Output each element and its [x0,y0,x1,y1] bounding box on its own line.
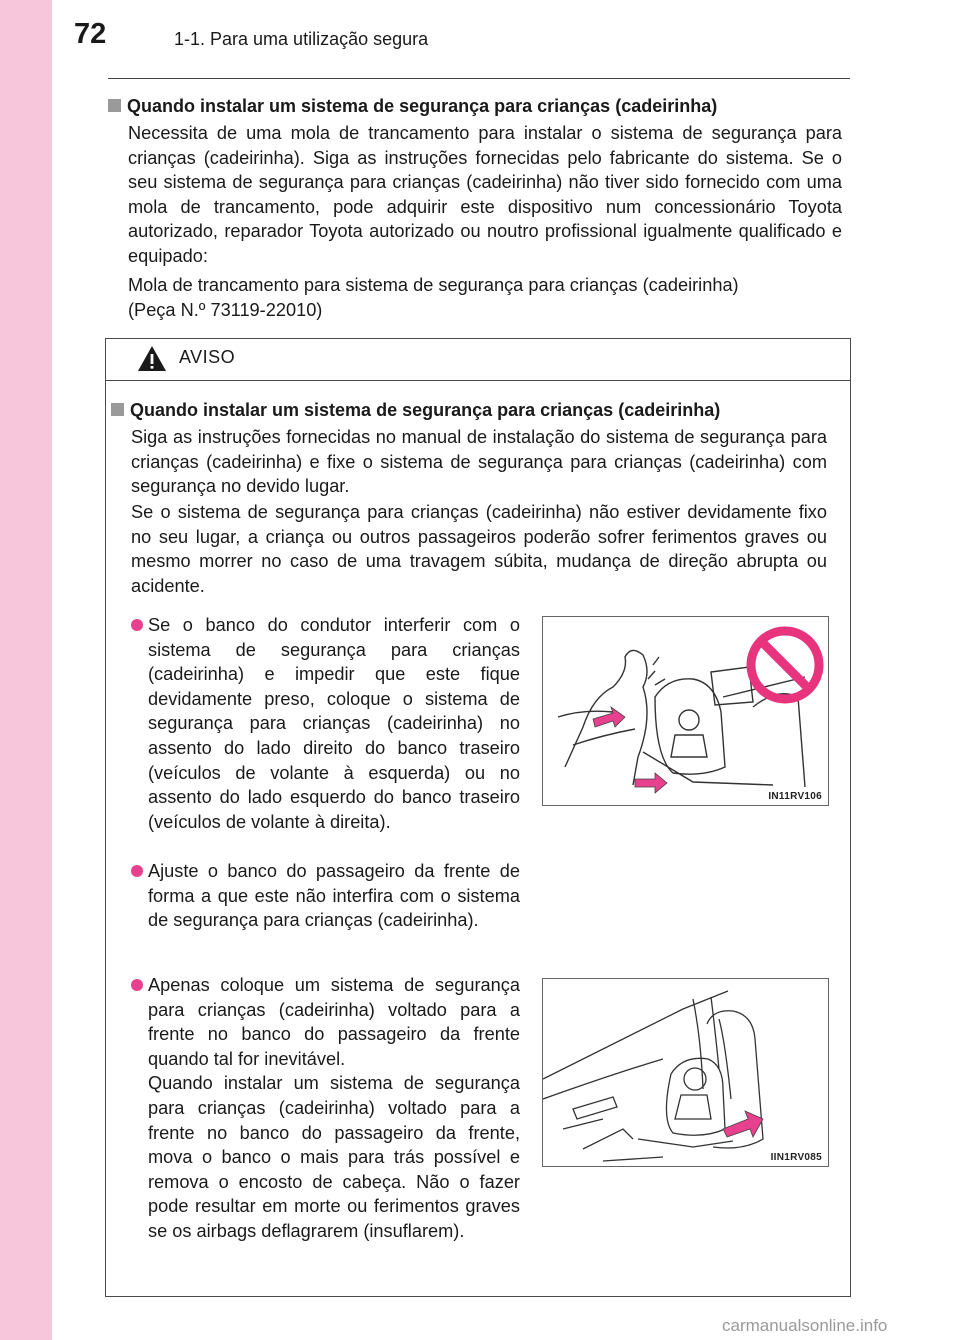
side-color-band [0,0,52,1340]
notice-heading-text: Quando instalar um sistema de segurança para crianças (cadeirinha) [130,400,721,420]
front-passenger-seat-illustration [543,979,828,1166]
notice-paragraph-consequence: Se o sistema de segurança para crianças (cadeirinha) não estiver devidamente fixo no seu lugar, a criança ou outros passageiros poderão sofrer ferimentos graves ou mesmo morrer no caso de uma travagem súbita, mudança de direção abrupta ou acidente. [131,502,827,596]
warning-triangle-icon [137,345,167,372]
driver-seat-illustration [543,617,828,805]
part-number-line: (Peça N.º 73119-22010) [128,299,323,320]
figure-front-passenger-seat [542,978,829,1167]
notice-paragraph: Siga as instruções fornecidas no manual de instalação do sistema de segurança para crianças (cadeirinha) e fixe o sistema de segurança para crianças (cadeirinha) com segurança no devido lugar. [131,427,827,497]
figure-driver-seat-interference [542,616,829,806]
square-bullet-icon [111,403,124,416]
section-title: 1-1. Para uma utilização segura [174,29,429,49]
bullet-text: Apenas coloque um sistema de segurança para crianças (cadeirinha) voltado para a frente no banco do passageiro da frente quando tal for inevitável. [148,975,520,1069]
bullet-text: Se o banco do condutor interferir com o sistema de segurança para crianças (cadeirinha) e impedir que este fique devidamente preso, coloque o sistema de segurança para crianças (cadeirinha) no assento do lado direito do banco traseiro (veículos de volante à esquerda) ou no assento do lado esquerdo do banco traseiro (veículos de volante à direita). [148,615,520,832]
bullet-text: Ajuste o banco do passageiro da frente de forma a que este não interfira com o sistema de segurança para crianças (cadeirinha). [148,861,520,931]
prohibition-icon [751,631,819,699]
warning-notice-box [105,338,851,1297]
notice-label: AVISO [179,347,236,367]
bullet-dot-icon [131,865,143,877]
notice-rule [106,380,850,381]
bullet-text-continued: Quando instalar um sistema de segurança para crianças (cadeirinha) voltado para a frente no banco do passageiro da frente, mova o banco o mais para trás possível e remova o encosto de cabeça. Não o fazer pode resultar em morte ou ferimentos graves se os airbags deflagrarem (insuflarem). [148,1073,520,1241]
intro-heading-text: Quando instalar um sistema de segurança para crianças (cadeirinha) [127,96,718,116]
bullet-item [148,859,520,933]
bullet-item [148,613,520,834]
page-number: 72 [74,18,107,50]
header-rule [108,78,850,79]
watermark: carmanualsonline.info [722,1316,888,1335]
notice-heading [111,398,720,422]
bullet-item [148,973,520,1244]
intro-paragraph: Necessita de uma mola de trancamento para instalar o sistema de segurança para crianças (cadeirinha). Siga as instruções fornecidas pelo fabricante do sistema. Se o seu sistema de segurança para crianças (cadeirinha) não tiver sido fornecido com uma mola de trancamento, pode adquirir este dispositivo num concessionário Toyota autorizado, reparador Toyota autorizado ou noutro profissional igualmente qualificado e equipado: [128,123,842,266]
part-description-line: Mola de trancamento para sistema de segurança para crianças (cadeirinha) [128,275,739,295]
bullet-dot-icon [131,619,143,631]
part-number-paragraph [128,273,842,322]
bullet-dot-icon [131,979,143,991]
square-bullet-icon [108,99,121,112]
figure-code: IIN1RV085 [770,1152,822,1163]
intro-heading [108,94,717,118]
figure-code: IN11RV106 [768,791,822,802]
